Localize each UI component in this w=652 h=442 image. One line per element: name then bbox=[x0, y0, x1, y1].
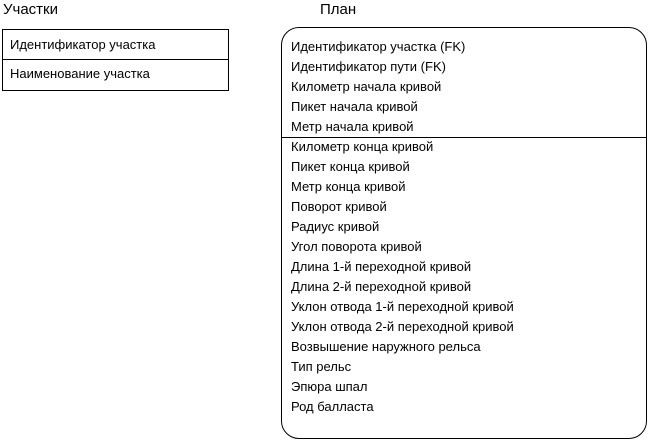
entity-title-uchastki: Участки bbox=[3, 1, 58, 18]
entity-title-plan: План bbox=[320, 1, 357, 18]
attribute: Тип рельс bbox=[291, 359, 352, 374]
entity-box-plan[interactable] bbox=[281, 27, 647, 439]
attribute: Угол поворота кривой bbox=[291, 239, 422, 254]
key-attribute: Идентификатор участка (FK) bbox=[291, 39, 466, 54]
entity-key-section bbox=[291, 37, 465, 137]
entity-box-uchastki[interactable] bbox=[2, 29, 229, 91]
attribute: Эпюра шпал bbox=[291, 379, 368, 394]
attribute: Уклон отвода 1-й переходной кривой bbox=[291, 299, 514, 314]
attribute: Наименование участка bbox=[10, 66, 150, 81]
entity-attribute-section bbox=[291, 137, 514, 417]
key-attribute: Метр начала кривой bbox=[291, 119, 414, 134]
attribute: Уклон отвода 2-й переходной кривой bbox=[291, 319, 514, 334]
attribute: Метр конца кривой bbox=[291, 179, 406, 194]
entity-key-section bbox=[3, 30, 228, 60]
attribute: Поворот кривой bbox=[291, 199, 387, 214]
attribute: Род балласта bbox=[291, 399, 374, 414]
attribute: Длина 2-й переходной кривой bbox=[291, 279, 472, 294]
key-attribute: Идентификатор участка bbox=[10, 37, 156, 52]
attribute: Длина 1-й переходной кривой bbox=[291, 259, 472, 274]
entity-attribute-section bbox=[3, 60, 228, 90]
attribute: Километр конца кривой bbox=[291, 139, 434, 154]
attribute: Возвышение наружного рельса bbox=[291, 339, 481, 354]
attribute: Пикет конца кривой bbox=[291, 159, 410, 174]
key-attribute: Пикет начала кривой bbox=[291, 99, 418, 114]
key-attribute: Идентификатор пути (FK) bbox=[291, 59, 446, 74]
key-attribute: Километр начала кривой bbox=[291, 79, 442, 94]
attribute: Радиус кривой bbox=[291, 219, 380, 234]
